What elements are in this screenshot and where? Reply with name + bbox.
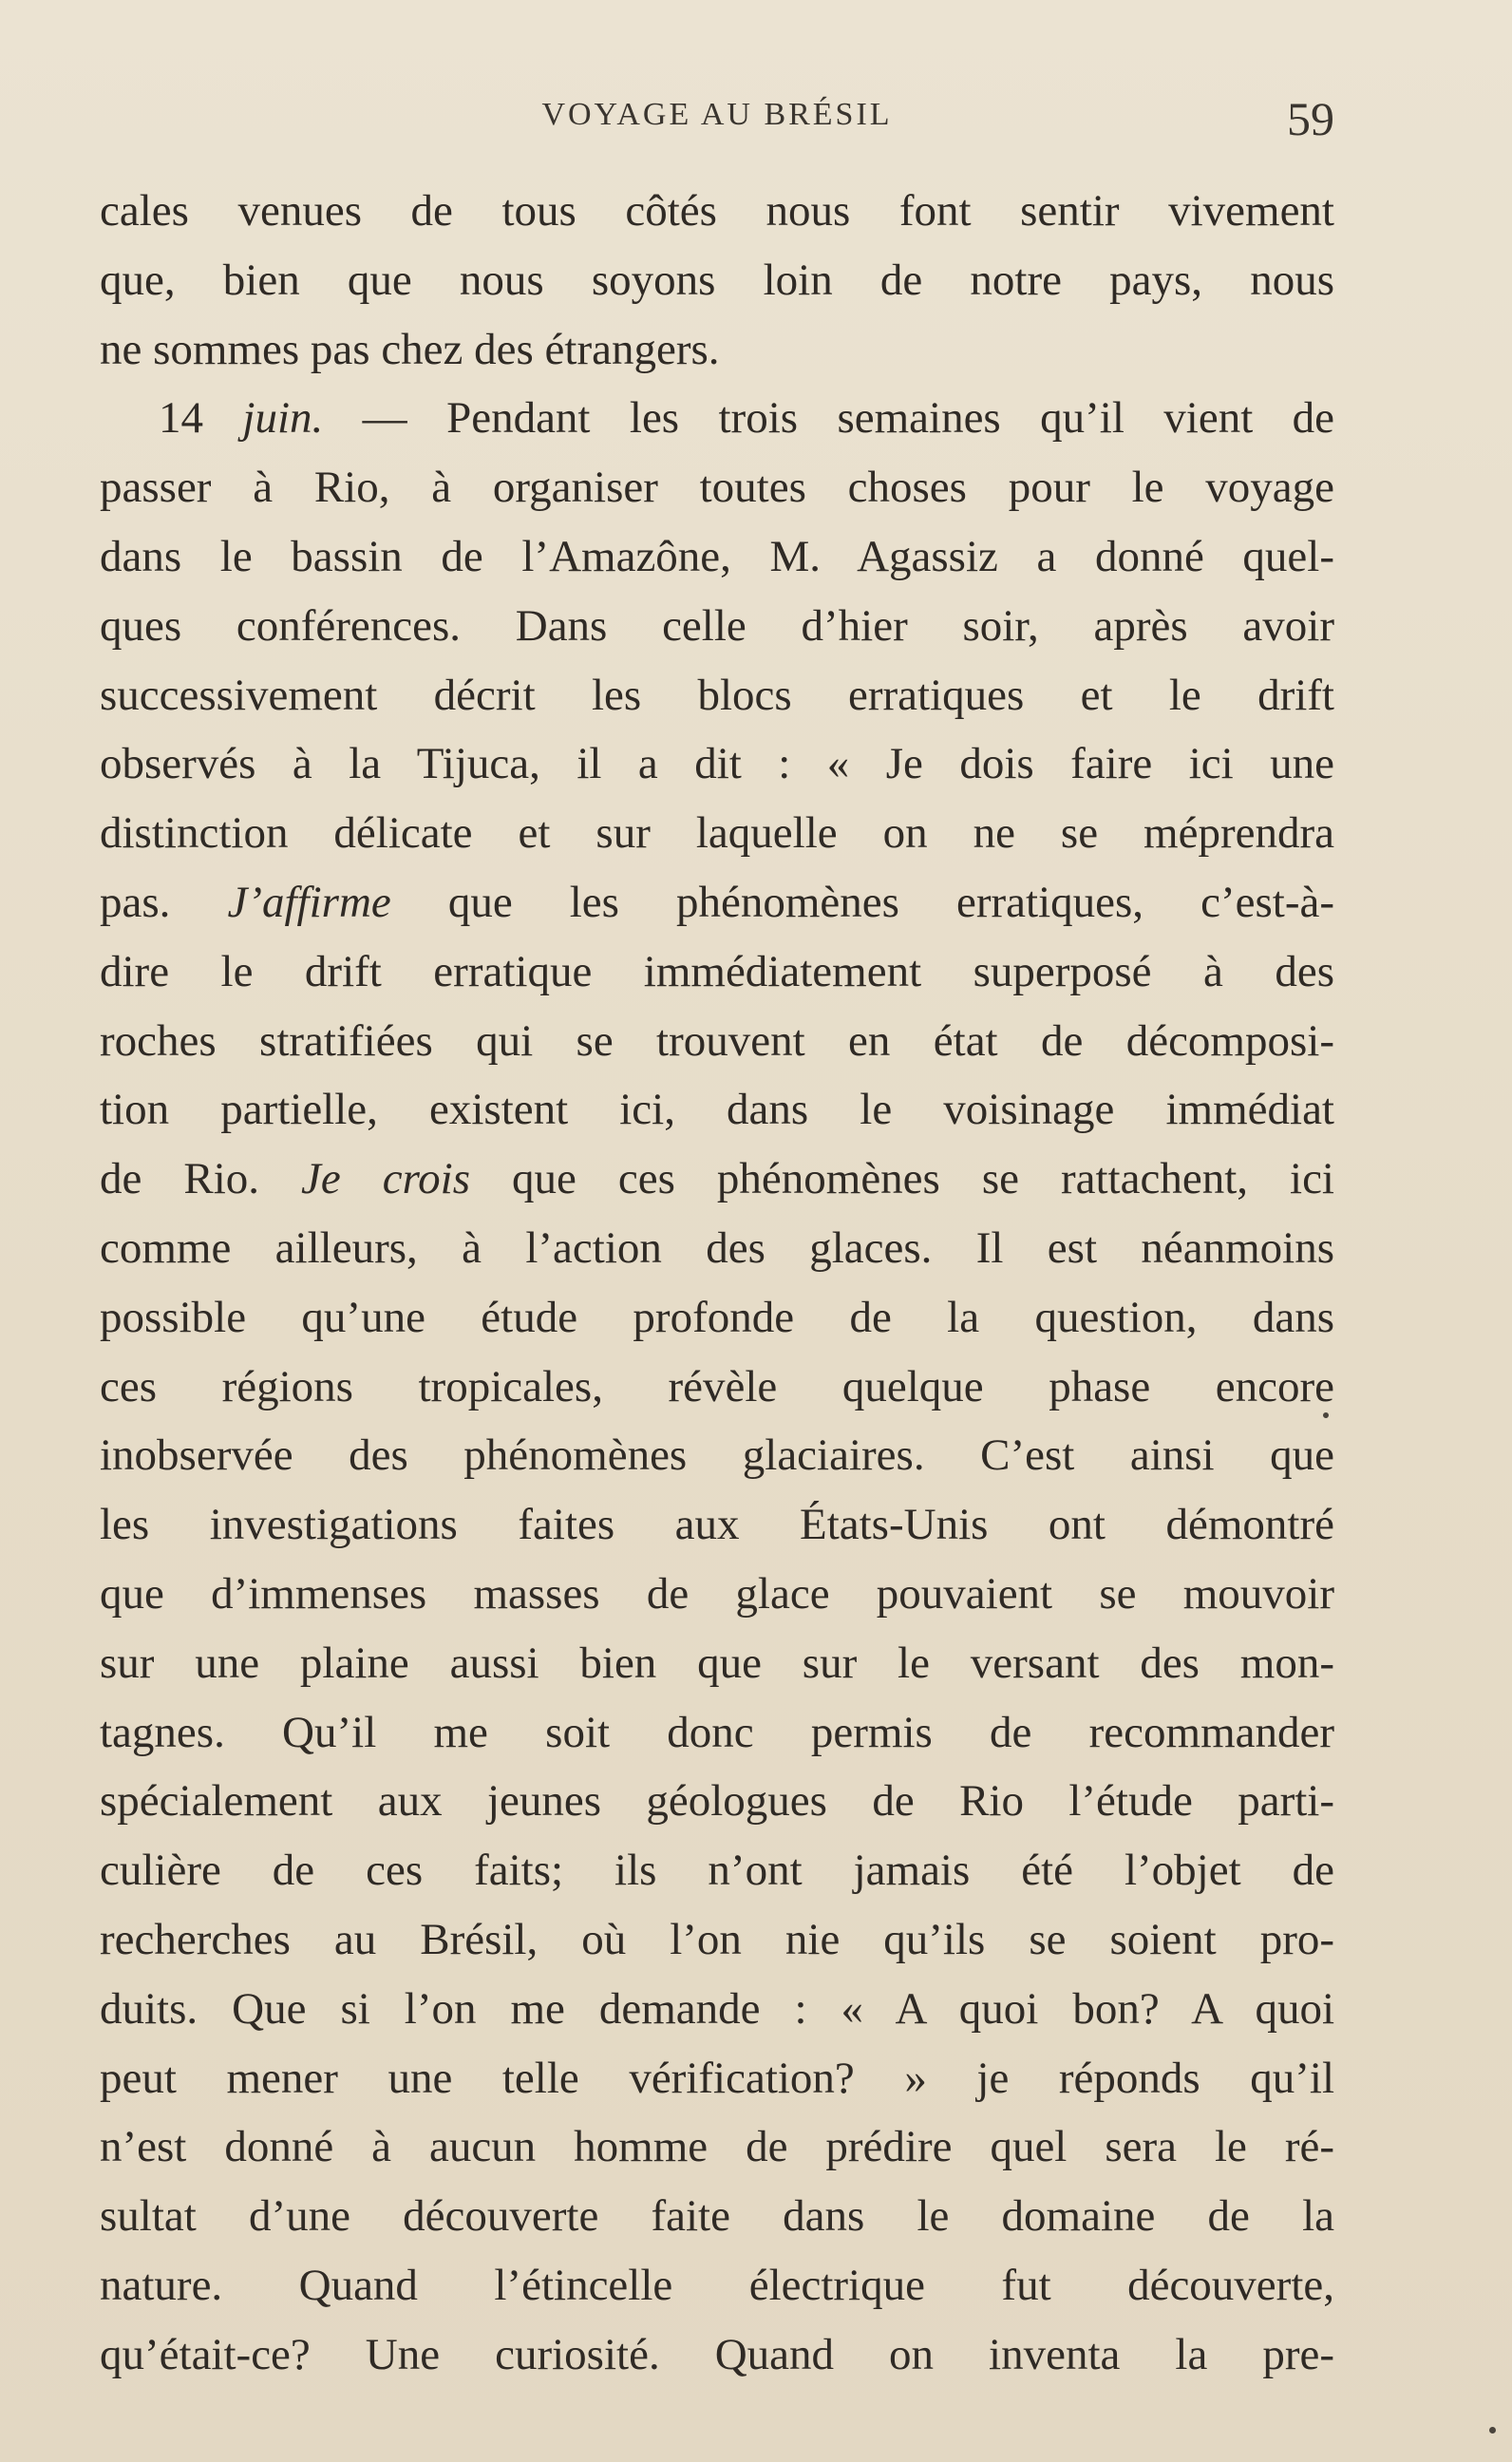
ink-speck: [1489, 2427, 1496, 2434]
text-line: n’est donné à aucun homme de prédire quel sera le ré-: [100, 2122, 1334, 2172]
text-line: [100, 868, 1334, 937]
text-line: que d’immenses masses de glace pouvaient se mouvoir: [100, 1568, 1334, 1619]
italic-text: juin.: [242, 393, 324, 444]
text-line: nature. Quand l’étincelle électrique fut découverte,: [100, 2260, 1334, 2310]
text-span: que ces phénomènes se rattachent, ici: [470, 1154, 1334, 1204]
page-header: [100, 91, 1334, 148]
ink-speck: [1323, 1412, 1329, 1418]
text-line: tion partielle, existent ici, dans le voisinage immédiat: [100, 1085, 1334, 1135]
text-line: culière de ces faits; ils n’ont jamais été l’objet de: [100, 1846, 1334, 1896]
text-span: 14: [159, 393, 243, 444]
text-line: comme ailleurs, à l’action des glaces. Il est néanmoins: [100, 1222, 1334, 1273]
text-line: tagnes. Qu’il me soit donc permis de recommander: [100, 1707, 1334, 1757]
text-span: que les phénomènes erratiques, c’est-à-: [390, 877, 1334, 927]
text-line: sultat d’une découverte faite dans le domaine de la: [100, 2191, 1334, 2242]
text-line: successivement décrit les blocs erratiques et le drift: [100, 670, 1334, 720]
text-line: ques conférences. Dans celle d’hier soir, après avoir: [100, 600, 1334, 651]
text-line: cales venues de tous côtés nous font sentir vivement: [100, 186, 1334, 236]
text-line: recherches au Brésil, où l’on nie qu’ils se soient pro-: [100, 1914, 1334, 1964]
text-line: [100, 1145, 1334, 1214]
text-span: de Rio.: [100, 1154, 302, 1204]
text-line: ne sommes pas chez des étrangers.: [100, 324, 720, 374]
text-line: passer à Rio, à organiser toutes choses pour le voyage: [100, 463, 1334, 513]
italic-text: Je crois: [301, 1154, 471, 1204]
text-line: spécialement aux jeunes géologues de Rio l’étude parti-: [100, 1776, 1334, 1827]
text-line: ces régions tropicales, révèle quelque phase encore: [100, 1361, 1334, 1411]
text-line: peut mener une telle vérification? » je réponds qu’il: [100, 2053, 1334, 2103]
text-line: les investigations faites aux États-Unis ont démontré: [100, 1500, 1334, 1550]
text-line: observés à la Tijuca, il a dit : « Je dois faire ici une: [100, 739, 1334, 789]
text-span: pas.: [100, 877, 228, 927]
text-span: — Pendant les trois semaines qu’il vient de: [323, 393, 1334, 444]
body-text: [100, 177, 1334, 2390]
text-line: possible qu’une étude profonde de la question, dans: [100, 1292, 1334, 1342]
text-line: que, bien que nous soyons loin de notre pays, nous: [100, 255, 1334, 305]
text-line: roches stratifiées qui se trouvent en état de décomposi-: [100, 1015, 1334, 1066]
text-line: [100, 384, 1334, 453]
running-title: VOYAGE AU BRÉSIL: [541, 97, 893, 132]
text-line: dans le bassin de l’Amazône, M. Agassiz a donné quel-: [100, 531, 1334, 581]
text-line: qu’était-ce? Une curiosité. Quand on inventa la pre-: [100, 2329, 1334, 2379]
text-line: inobservée des phénomènes glaciaires. C’est ainsi que: [100, 1430, 1334, 1481]
text-line: duits. Que si l’on me demande : « A quoi bon? A quoi: [100, 1983, 1334, 2034]
text-line: dire le drift erratique immédiatement superposé à des: [100, 946, 1334, 996]
page-number: 59: [1287, 92, 1334, 145]
text-line: distinction délicate et sur laquelle on ne se méprendra: [100, 808, 1334, 859]
italic-text: J’affirme: [227, 877, 391, 927]
text-line: sur une plaine aussi bien que sur le versant des mon-: [100, 1638, 1334, 1688]
